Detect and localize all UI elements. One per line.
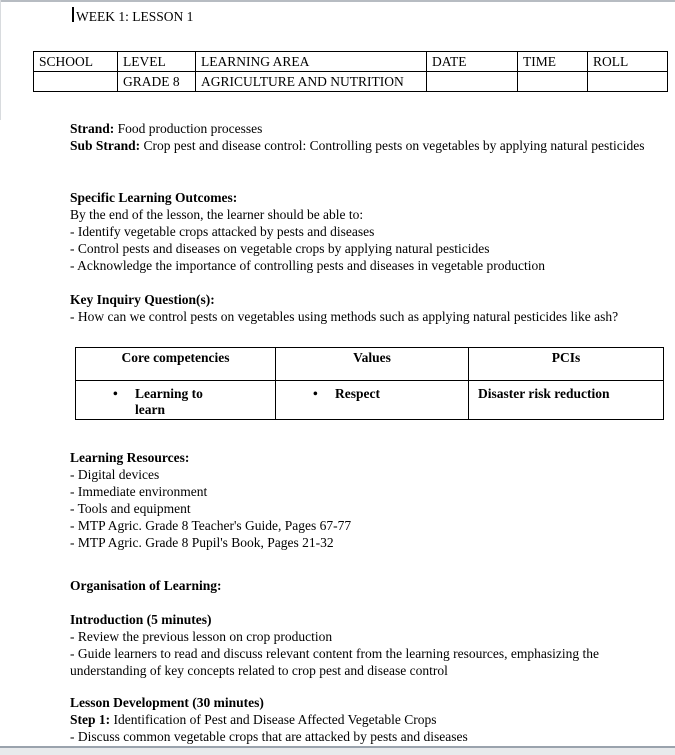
competency-header-pcis: PCIs — [469, 348, 664, 381]
strand-label: Strand: — [70, 121, 115, 136]
key-inquiry-section — [70, 291, 660, 325]
core-competency-item — [77, 382, 274, 418]
lesson-development-item: - Discuss common vegetable crops that are attacked by pests and diseases — [70, 729, 468, 744]
info-table-header-row — [34, 52, 668, 72]
core-competency-text: Learning to learn — [135, 386, 203, 417]
document-title: WEEK 1: LESSON 1 — [76, 9, 194, 24]
strand-text: Food production processes — [114, 121, 263, 136]
info-cell-school — [34, 72, 118, 92]
introduction-item: - Review the previous lesson on crop production — [70, 629, 333, 644]
info-header-date: DATE — [427, 52, 518, 72]
strand-section — [70, 120, 660, 154]
outcomes-section — [70, 189, 660, 274]
text-cursor-caret — [72, 7, 74, 22]
competency-table-header-row — [76, 348, 664, 381]
resource-item: - Digital devices — [70, 467, 160, 482]
sub-strand-text: Crop pest and disease control: Controlling pests on vegetables by applying natural pesticides — [140, 138, 645, 153]
learning-resources-section — [70, 449, 660, 551]
page-top-border — [0, 0, 675, 2]
values-text: Respect — [335, 386, 380, 401]
step1-text: Identification of Pest and Disease Affected Vegetable Crops — [110, 712, 437, 727]
introduction-item: - Guide learners to read and discuss relevant content from the learning resources, emphasizing the understanding of key concepts related to crop pest and disease control — [70, 646, 599, 678]
organisation-section — [70, 577, 660, 594]
info-cell-roll — [588, 72, 668, 92]
info-cell-learning-area: AGRICULTURE AND NUTRITION — [196, 72, 427, 92]
competency-cell-core — [76, 381, 276, 420]
competency-cell-pcis — [469, 381, 664, 420]
page-bottom-margin-area — [0, 748, 675, 755]
introduction-heading: Introduction (5 minutes) — [70, 612, 212, 627]
competency-cell-values — [276, 381, 469, 420]
page-left-border — [0, 0, 1, 120]
resource-item: - Immediate environment — [70, 484, 208, 499]
resource-item: - MTP Agric. Grade 8 Pupil's Book, Pages 21-32 — [70, 535, 334, 550]
lesson-step-line — [70, 711, 660, 728]
competency-header-core: Core competencies — [76, 348, 276, 381]
info-cell-level: GRADE 8 — [118, 72, 196, 92]
introduction-section — [70, 611, 660, 679]
resource-item: - MTP Agric. Grade 8 Teacher's Guide, Pages 67-77 — [70, 518, 352, 533]
outcomes-item: - Control pests and diseases on vegetable crops by applying natural pesticides — [70, 241, 490, 256]
outcomes-heading: Specific Learning Outcomes: — [70, 190, 238, 205]
bullet-icon: • — [313, 386, 318, 401]
info-table-value-row — [34, 72, 668, 92]
key-inquiry-question: - How can we control pests on vegetables using methods such as applying natural pesticides like ash? — [70, 309, 619, 324]
strand-line — [70, 120, 660, 137]
resource-item: - Tools and equipment — [70, 501, 191, 516]
pcis-text: Disaster risk reduction — [478, 386, 610, 401]
competency-table — [75, 347, 664, 420]
sub-strand-label: Sub Strand: — [70, 138, 141, 153]
info-header-level: LEVEL — [118, 52, 196, 72]
resources-heading: Learning Resources: — [70, 450, 190, 465]
key-inquiry-heading: Key Inquiry Question(s): — [70, 292, 215, 307]
info-cell-time — [518, 72, 588, 92]
bullet-icon: • — [113, 386, 118, 401]
lesson-development-heading: Lesson Development (30 minutes) — [70, 695, 264, 710]
outcomes-item: - Acknowledge the importance of controlling pests and diseases in vegetable production — [70, 258, 545, 273]
organisation-heading: Organisation of Learning: — [70, 578, 222, 593]
lesson-development-section — [70, 694, 660, 745]
lesson-info-table — [33, 51, 668, 92]
competency-table-body-row — [76, 381, 664, 420]
info-cell-date — [427, 72, 518, 92]
info-header-learning-area: LEARNING AREA — [196, 52, 427, 72]
info-header-roll: ROLL — [588, 52, 668, 72]
sub-strand-line — [70, 137, 660, 154]
competency-header-values: Values — [276, 348, 469, 381]
step1-label: Step 1: — [70, 712, 111, 727]
info-header-school: SCHOOL — [34, 52, 118, 72]
outcomes-intro: By the end of the lesson, the learner should be able to: — [70, 207, 364, 222]
values-item — [277, 382, 467, 402]
info-header-time: TIME — [518, 52, 588, 72]
outcomes-item: - Identify vegetable crops attacked by pests and diseases — [70, 224, 375, 239]
